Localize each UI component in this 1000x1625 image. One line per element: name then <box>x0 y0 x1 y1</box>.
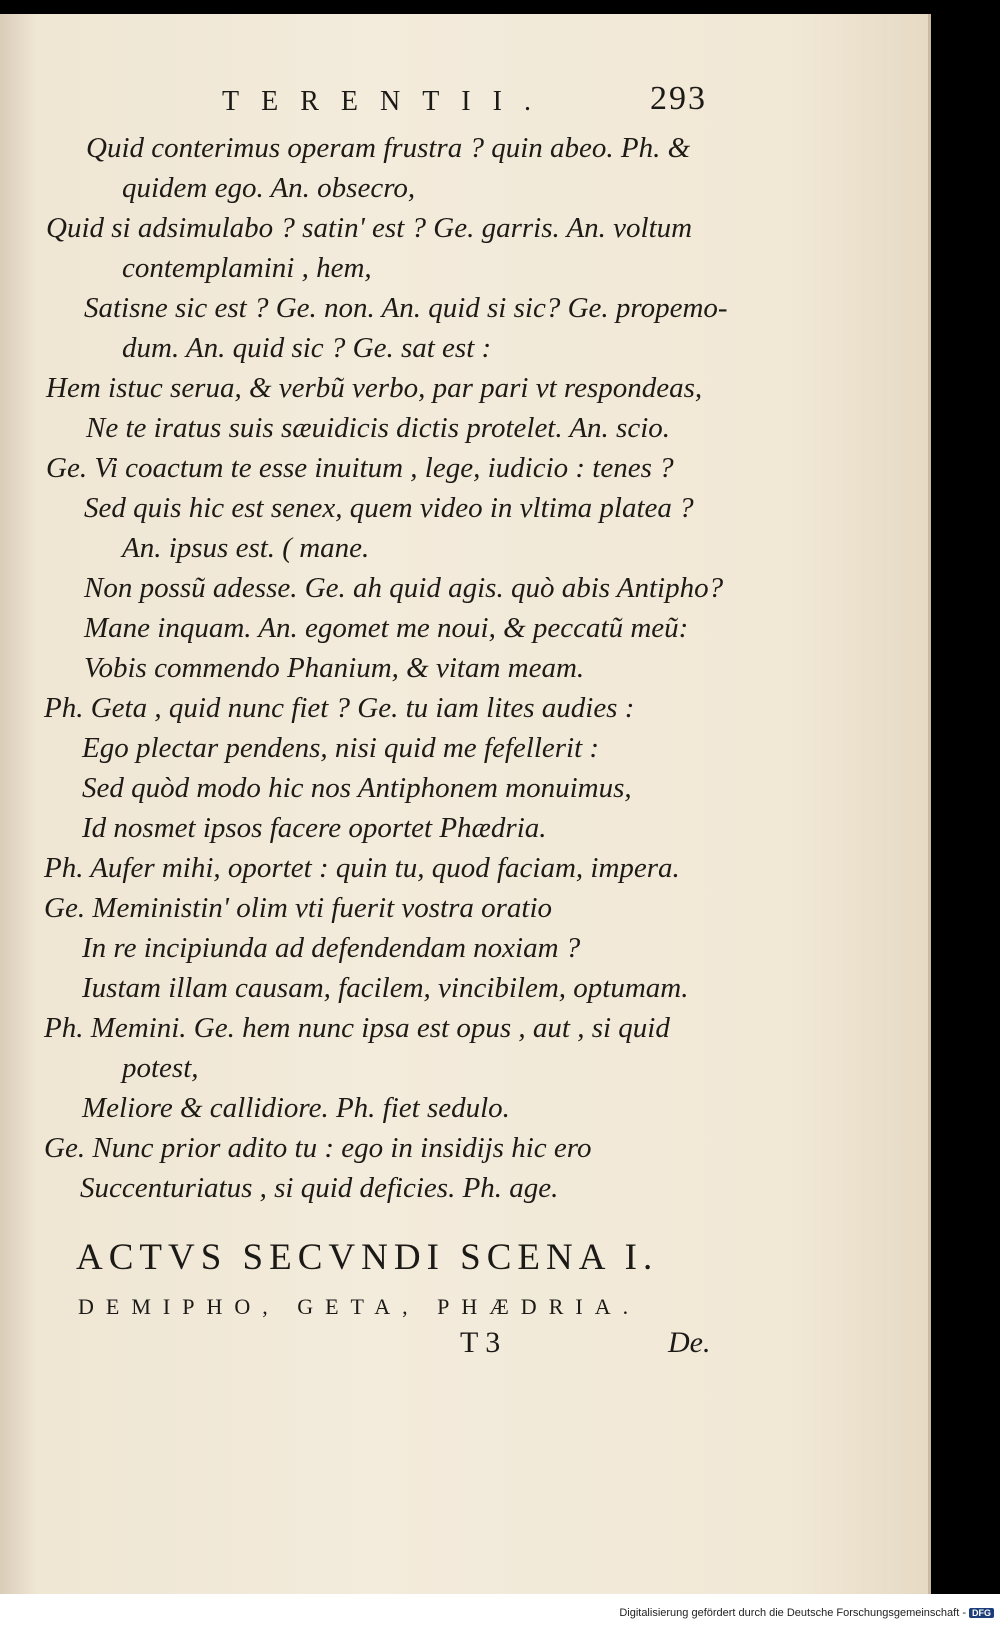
page-number: 293 <box>650 80 707 117</box>
text-line: Ph. Geta , quid nunc fiet ? Ge. tu iam lites audies : <box>44 692 635 724</box>
text-line: potest, <box>122 1052 199 1084</box>
text-line: Ge. Nunc prior adito tu : ego in insidijs hic ero <box>44 1132 592 1164</box>
text-line: Quid si adsimulabo ? satin' est ? Ge. garris. An. voltum <box>46 212 693 244</box>
text-line: Sed quis hic est senex, quem video in vltima platea ? <box>84 492 694 524</box>
text-line: Ne te iratus suis sæuidicis dictis protelet. An. scio. <box>86 412 671 444</box>
dfg-logo-icon: DFG <box>969 1608 994 1618</box>
running-head <box>0 76 928 120</box>
text-line: Ego plectar pendens, nisi quid me fefellerit : <box>82 732 600 764</box>
text-line: Non possũ adesse. Ge. ah quid agis. quò abis Antipho? <box>84 572 724 604</box>
text-line: Sed quòd modo hic nos Antiphonem monuimus, <box>82 772 632 804</box>
text-line: In re incipiunda ad defendendam noxiam ? <box>82 932 581 964</box>
text-line: Ph. Aufer mihi, oportet : quin tu, quod faciam, impera. <box>44 852 680 884</box>
dramatis-personae: DEMIPHO, GETA, PHÆDRIA. <box>78 1294 641 1319</box>
text-line: Vobis commendo Phanium, & vitam meam. <box>84 652 585 684</box>
signature-mark: T 3 <box>460 1326 501 1359</box>
text-line: Iustam illam causam, facilem, vincibilem, optumam. <box>82 972 689 1004</box>
text-line: Ge. Meministin' olim vti fuerit vostra oratio <box>44 892 553 924</box>
footer-text: Digitalisierung gefördert durch die Deutsche Forschungsgemeinschaft - <box>619 1607 966 1619</box>
text-line: Ph. Memini. Ge. hem nunc ipsa est opus , aut , si quid <box>44 1012 670 1044</box>
footer-credit <box>619 1607 994 1619</box>
text-line: Id nosmet ipsos facere oportet Phædria. <box>82 812 547 844</box>
text-line: Succenturiatus , si quid deficies. Ph. age. <box>80 1172 559 1204</box>
text-line: Quid conterimus operam frustra ? quin abeo. Ph. & <box>86 132 691 164</box>
text-line: Mane inquam. An. egomet me noui, & peccatũ meũ: <box>84 612 689 644</box>
text-line: Satisne sic est ? Ge. non. An. quid si sic? Ge. propemo- <box>84 292 728 324</box>
text-line: contemplamini , hem, <box>122 252 372 284</box>
book-page <box>0 14 931 1594</box>
running-title: TERENTII. <box>222 86 553 117</box>
catchword: De. <box>668 1326 711 1359</box>
act-heading: ACTVS SECVNDI SCENA I. <box>76 1237 659 1278</box>
text-line: dum. An. quid sic ? Ge. sat est : <box>122 332 492 364</box>
text-line: An. ipsus est. ( mane. <box>122 532 370 564</box>
text-line: Hem istuc serua, & verbũ verbo, par pari vt respondeas, <box>46 372 703 404</box>
text-line: Ge. Vi coactum te esse inuitum , lege, iudicio : tenes ? <box>46 452 674 484</box>
text-line: quidem ego. An. obsecro, <box>122 172 416 204</box>
text-line: Meliore & callidiore. Ph. fiet sedulo. <box>82 1092 510 1124</box>
